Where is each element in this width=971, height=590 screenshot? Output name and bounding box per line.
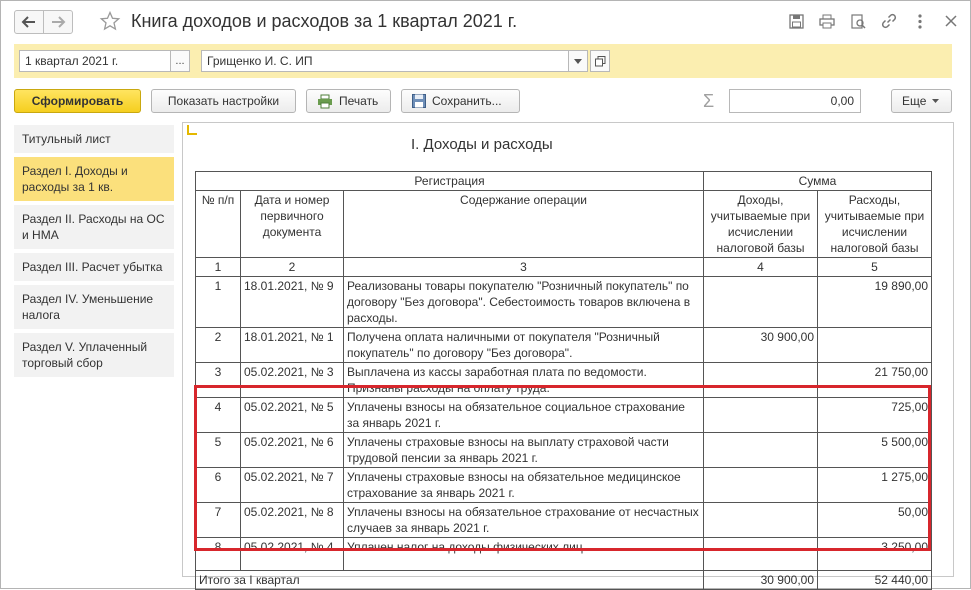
- chevron-down-icon: [932, 99, 939, 103]
- header-col-number: 2: [241, 258, 344, 277]
- preview-icon: [851, 14, 866, 29]
- link-icon: [881, 13, 897, 29]
- save-window-button[interactable]: [787, 12, 805, 30]
- row-content: Уплачен налог на доходы физических лиц.: [344, 538, 704, 571]
- more-button[interactable]: [891, 89, 952, 113]
- print-window-button[interactable]: [818, 12, 836, 30]
- row-income: [704, 398, 818, 433]
- more-icon: [918, 14, 922, 29]
- row-expense: 50,00: [818, 503, 932, 538]
- organization-field[interactable]: Грищенко И. С. ИП: [201, 50, 569, 72]
- row-date: 05.02.2021, № 8: [241, 503, 344, 538]
- header-sum: Сумма: [704, 172, 932, 191]
- row-content: Выплачена из кассы заработная плата по ведомости. Признаны расходы на оплату труда.: [344, 363, 704, 398]
- period-select-button[interactable]: ...: [170, 50, 190, 72]
- row-income: [704, 538, 818, 571]
- ledger-table: [195, 171, 932, 590]
- close-icon: [945, 15, 957, 27]
- row-date: 05.02.2021, № 4: [241, 538, 344, 571]
- row-date: 18.01.2021, № 1: [241, 328, 344, 363]
- printer-icon: [317, 94, 333, 109]
- forward-button[interactable]: [43, 10, 73, 34]
- header-income: Доходы, учитываемые при исчислении налоговой базы: [704, 191, 818, 258]
- nav-item-section-3[interactable]: Раздел III. Расчет убытка: [14, 253, 174, 281]
- row-content: Реализованы товары покупателю "Розничный покупатель" по договору "Без договора". Себестоимость товаров включена в расходы.: [344, 277, 704, 328]
- total-income: 30 900,00: [704, 571, 818, 590]
- row-income: [704, 277, 818, 328]
- row-number: 8: [196, 538, 241, 571]
- row-date: 05.02.2021, № 7: [241, 468, 344, 503]
- row-number: 7: [196, 503, 241, 538]
- print-button[interactable]: [306, 89, 391, 113]
- show-settings-button[interactable]: Показать настройки: [151, 89, 296, 113]
- report-heading: I. Доходы и расходы: [411, 136, 553, 153]
- star-icon: [100, 11, 120, 31]
- row-expense: 3 250,00: [818, 538, 932, 571]
- table-row[interactable]: [196, 363, 932, 398]
- header-expense: Расходы, учитываемые при исчислении налоговой базы: [818, 191, 932, 258]
- nav-item-section-2[interactable]: Раздел II. Расходы на ОС и НМА: [14, 205, 174, 249]
- cell-cursor-mark: [187, 125, 197, 135]
- header-registration: Регистрация: [196, 172, 704, 191]
- window-title: Книга доходов и расходов за 1 квартал 2021 г.: [131, 11, 518, 31]
- section-nav: [14, 125, 174, 381]
- total-expense: 52 440,00: [818, 571, 932, 590]
- row-income: 30 900,00: [704, 328, 818, 363]
- row-expense: 5 500,00: [818, 433, 932, 468]
- favorite-button[interactable]: [98, 9, 122, 33]
- disk-icon: [412, 94, 426, 108]
- row-income: [704, 468, 818, 503]
- open-icon: [595, 56, 606, 67]
- preview-button[interactable]: [849, 12, 867, 30]
- row-content: Уплачены взносы на обязательное страхование от несчастных случаев за январь 2021 г.: [344, 503, 704, 538]
- parameter-panel: [14, 44, 952, 78]
- row-expense: 725,00: [818, 398, 932, 433]
- arrow-right-icon: [51, 16, 65, 28]
- selected-sum-field: 0,00: [729, 89, 861, 113]
- table-row[interactable]: [196, 328, 932, 363]
- header-content: Содержание операции: [344, 191, 704, 258]
- row-income: [704, 363, 818, 398]
- period-field[interactable]: 1 квартал 2021 г.: [19, 50, 171, 72]
- close-button[interactable]: [942, 12, 960, 30]
- save-button[interactable]: [401, 89, 520, 113]
- nav-item-section-4[interactable]: Раздел IV. Уменьшение налога: [14, 285, 174, 329]
- dropdown-icon: [574, 59, 582, 64]
- nav-item-section-5[interactable]: Раздел V. Уплаченный торговый сбор: [14, 333, 174, 377]
- generate-button[interactable]: Сформировать: [14, 89, 141, 113]
- table-row[interactable]: [196, 398, 932, 433]
- organization-open-button[interactable]: [590, 50, 610, 72]
- table-row[interactable]: [196, 277, 932, 328]
- row-content: Уплачены страховые взносы на обязательное медицинское страхование за январь 2021 г.: [344, 468, 704, 503]
- row-number: 6: [196, 468, 241, 503]
- row-date: 05.02.2021, № 3: [241, 363, 344, 398]
- nav-item-section-1[interactable]: Раздел I. Доходы и расходы за 1 кв.: [14, 157, 174, 201]
- more-button-label: Еще: [902, 94, 927, 108]
- header-col-number: 3: [344, 258, 704, 277]
- row-expense: [818, 328, 932, 363]
- print-button-label: Печать: [339, 94, 379, 108]
- print-icon: [819, 14, 835, 29]
- row-content: Уплачены взносы на обязательное социальное страхование за январь 2021 г.: [344, 398, 704, 433]
- row-income: [704, 433, 818, 468]
- row-expense: 19 890,00: [818, 277, 932, 328]
- row-number: 2: [196, 328, 241, 363]
- table-row[interactable]: [196, 468, 932, 503]
- total-label: Итого за I квартал: [196, 571, 704, 590]
- organization-dropdown-button[interactable]: [568, 50, 588, 72]
- header-col-number: 5: [818, 258, 932, 277]
- row-number: 4: [196, 398, 241, 433]
- arrow-left-icon: [22, 16, 36, 28]
- link-button[interactable]: [880, 12, 898, 30]
- row-number: 3: [196, 363, 241, 398]
- save-button-label: Сохранить...: [432, 94, 502, 108]
- row-date: 05.02.2021, № 5: [241, 398, 344, 433]
- row-date: 18.01.2021, № 9: [241, 277, 344, 328]
- sigma-icon: Σ: [703, 91, 715, 111]
- title-bar: [1, 1, 970, 43]
- row-number: 5: [196, 433, 241, 468]
- row-content: Уплачены страховые взносы на выплату страховой части трудовой пенсии за январь 2021 г.: [344, 433, 704, 468]
- nav-item-title-page[interactable]: Титульный лист: [14, 125, 174, 153]
- table-row[interactable]: [196, 503, 932, 538]
- row-expense: 1 275,00: [818, 468, 932, 503]
- report-sheet[interactable]: [182, 122, 954, 587]
- back-button[interactable]: [14, 10, 44, 34]
- header-col-number: 4: [704, 258, 818, 277]
- window-menu-button[interactable]: [911, 12, 929, 30]
- row-number: 1: [196, 277, 241, 328]
- total-row[interactable]: [196, 571, 932, 590]
- row-income: [704, 503, 818, 538]
- row-date: 05.02.2021, № 6: [241, 433, 344, 468]
- header-date: Дата и номер первичного документа: [241, 191, 344, 258]
- row-content: Получена оплата наличными от покупателя "Розничный покупатель" по договору "Без договора".: [344, 328, 704, 363]
- table-row[interactable]: [196, 433, 932, 468]
- save-icon: [789, 14, 804, 29]
- table-row[interactable]: [196, 538, 932, 571]
- row-expense: 21 750,00: [818, 363, 932, 398]
- header-num: № п/п: [196, 191, 241, 258]
- header-col-number: 1: [196, 258, 241, 277]
